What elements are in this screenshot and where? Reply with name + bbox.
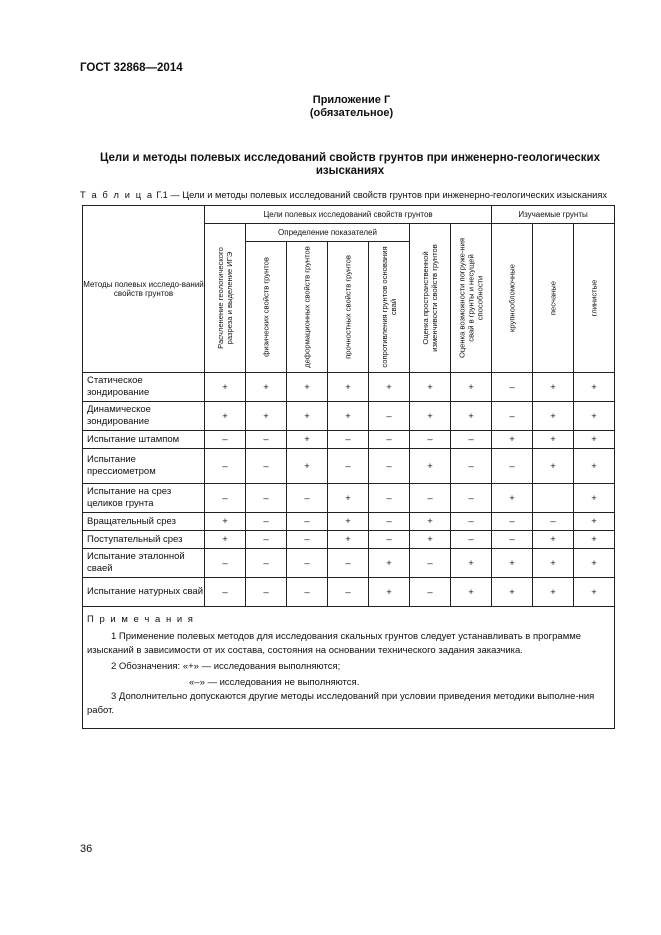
table-caption-label: Т а б л и ц а: [80, 190, 154, 200]
table-cell: –: [369, 531, 410, 549]
table-cell: +: [533, 373, 574, 402]
table-cell: +: [451, 578, 492, 607]
table-cell: +: [369, 549, 410, 578]
table-cell: –: [205, 549, 246, 578]
document-header: ГОСТ 32868—2014: [80, 62, 183, 74]
table-cell: +: [451, 402, 492, 431]
table-cell: +: [533, 431, 574, 449]
table-cell: +: [533, 549, 574, 578]
section-title: Цели и методы полевых исследований свойств грунтов при инженерно-геологических изысканиях: [99, 152, 601, 177]
header-strength: прочностных свойств грунтов: [328, 242, 369, 373]
header-coarse: крупнообломочные: [492, 224, 533, 373]
table-notes: [83, 607, 615, 729]
table-cell: +: [574, 431, 615, 449]
table-cell: –: [246, 531, 287, 549]
table-cell: +: [205, 531, 246, 549]
note-1: 1 Применение полевых методов для исследования скальных грунтов следует устанавливать в программе изысканий в зависимости от их состава, состояния на основании технического задания заказчика.: [87, 631, 582, 656]
table-cell: +: [328, 531, 369, 549]
table-cell: +: [328, 373, 369, 402]
header-resistance: сопротивления грунтов основания свай: [369, 242, 410, 373]
table-cell: +: [205, 513, 246, 531]
table-cell: –: [410, 484, 451, 513]
table-cell: –: [205, 484, 246, 513]
table-cell: –: [451, 484, 492, 513]
table-cell: –: [246, 549, 287, 578]
table-cell: +: [410, 373, 451, 402]
table-cell: –: [492, 373, 533, 402]
table-cell: –: [451, 449, 492, 484]
table-cell: [533, 484, 574, 513]
method-name: Вращательный срез: [83, 513, 205, 531]
header-deformation: деформационных свойств грунтов: [287, 242, 328, 373]
table-cell: –: [369, 431, 410, 449]
note-2-continued: «–» — исследования не выполняются.: [189, 677, 360, 688]
header-methods: Методы полевых исследо-ваний свойств грунтов: [83, 206, 205, 373]
table-cell: +: [410, 402, 451, 431]
table-cell: –: [410, 578, 451, 607]
table-cell: +: [574, 449, 615, 484]
table-cell: +: [410, 531, 451, 549]
table-cell: +: [574, 373, 615, 402]
header-physical: физических свойств грунтов: [246, 242, 287, 373]
table-cell: –: [328, 449, 369, 484]
table-cell: –: [533, 513, 574, 531]
table-row: [83, 484, 615, 513]
header-dissection: Расчленение геологического разреза и выделение ИГЭ: [205, 224, 246, 373]
table-cell: +: [451, 373, 492, 402]
table-cell: +: [246, 373, 287, 402]
method-name: Испытание на срез целиков грунта: [83, 484, 205, 513]
header-goals-group: Цели полевых исследований свойств грунтов: [205, 206, 492, 224]
notes-title: П р и м е ч а н и я: [87, 614, 195, 625]
method-name: Испытание эталонной сваей: [83, 549, 205, 578]
appendix-heading: [0, 94, 661, 120]
table-cell: +: [328, 402, 369, 431]
table-cell: +: [328, 484, 369, 513]
table-cell: +: [574, 513, 615, 531]
header-variability: Оценка пространственной изменчивости свойств грунтов: [410, 224, 451, 373]
table-caption-text: Г.1 — Цели и методы полевых исследований свойств грунтов при инженерно-геологических изысканиях: [156, 190, 608, 200]
table-cell: +: [287, 373, 328, 402]
table-cell: –: [410, 431, 451, 449]
method-name: Испытание прессиометром: [83, 449, 205, 484]
table-body: [83, 373, 615, 607]
table-cell: –: [287, 549, 328, 578]
table-row: [83, 531, 615, 549]
method-name: Динамическое зондирование: [83, 402, 205, 431]
header-sandy: песчаные: [533, 224, 574, 373]
table-cell: –: [328, 578, 369, 607]
table-cell: +: [533, 578, 574, 607]
table-cell: –: [246, 578, 287, 607]
table-cell: +: [574, 402, 615, 431]
table-cell: –: [369, 513, 410, 531]
appendix-subtitle: (обязательное): [309, 107, 394, 119]
table-cell: –: [287, 531, 328, 549]
table-cell: +: [328, 513, 369, 531]
table-cell: –: [492, 402, 533, 431]
table-cell: +: [451, 549, 492, 578]
table-cell: +: [533, 449, 574, 484]
table-cell: –: [410, 549, 451, 578]
table-cell: +: [246, 402, 287, 431]
appendix-title: Приложение Г: [312, 94, 391, 106]
header-indicators-group: Определение показателей: [246, 224, 410, 242]
table-cell: +: [492, 431, 533, 449]
table-cell: +: [369, 373, 410, 402]
table-cell: –: [287, 578, 328, 607]
header-clay: глинистые: [574, 224, 615, 373]
table-cell: –: [205, 449, 246, 484]
method-name: Испытание натурных свай: [83, 578, 205, 607]
table-cell: +: [410, 513, 451, 531]
table-cell: +: [533, 402, 574, 431]
table-cell: +: [574, 484, 615, 513]
table-cell: +: [287, 402, 328, 431]
table-cell: +: [492, 484, 533, 513]
table-cell: –: [369, 449, 410, 484]
table-cell: +: [492, 549, 533, 578]
table-row: [83, 402, 615, 431]
table-row: [83, 578, 615, 607]
table-cell: –: [492, 531, 533, 549]
table-cell: –: [246, 484, 287, 513]
table-cell: +: [574, 549, 615, 578]
table-cell: –: [492, 513, 533, 531]
method-name: Статическое зондирование: [83, 373, 205, 402]
table-caption: [80, 190, 607, 200]
table-cell: –: [205, 431, 246, 449]
table-cell: +: [287, 449, 328, 484]
table-cell: –: [328, 549, 369, 578]
table-row: [83, 513, 615, 531]
page-number: 36: [80, 843, 93, 855]
method-name: Испытание штампом: [83, 431, 205, 449]
table-cell: +: [205, 402, 246, 431]
table-row: [83, 449, 615, 484]
table-cell: –: [246, 449, 287, 484]
table-cell: –: [369, 484, 410, 513]
table-cell: –: [451, 531, 492, 549]
table-cell: –: [451, 431, 492, 449]
table-row: [83, 549, 615, 578]
table-cell: –: [287, 484, 328, 513]
table-cell: –: [328, 431, 369, 449]
header-piles: Оценка возможности погруже-ния свай в грунты и несущей способности: [451, 224, 492, 373]
table-cell: +: [205, 373, 246, 402]
note-3: 3 Дополнительно допускаются другие методы исследований при условии приведения методики выполне-ния работ.: [87, 691, 595, 716]
table-cell: –: [205, 578, 246, 607]
method-name: Поступательный срез: [83, 531, 205, 549]
methods-table: [82, 205, 615, 729]
table-cell: –: [492, 449, 533, 484]
table-cell: +: [574, 531, 615, 549]
table-cell: +: [410, 449, 451, 484]
table-row: [83, 431, 615, 449]
table-cell: +: [287, 431, 328, 449]
note-2: 2 Обозначения: «+» — исследования выполняются;: [111, 661, 341, 672]
table-cell: –: [287, 513, 328, 531]
table-cell: +: [369, 578, 410, 607]
table-cell: –: [369, 402, 410, 431]
header-soils-group: Изучаемые грунты: [492, 206, 615, 224]
table-cell: –: [246, 513, 287, 531]
table-cell: +: [492, 578, 533, 607]
table-cell: +: [533, 531, 574, 549]
table-row: [83, 373, 615, 402]
table-cell: –: [451, 513, 492, 531]
table-cell: +: [574, 578, 615, 607]
table-cell: –: [246, 431, 287, 449]
